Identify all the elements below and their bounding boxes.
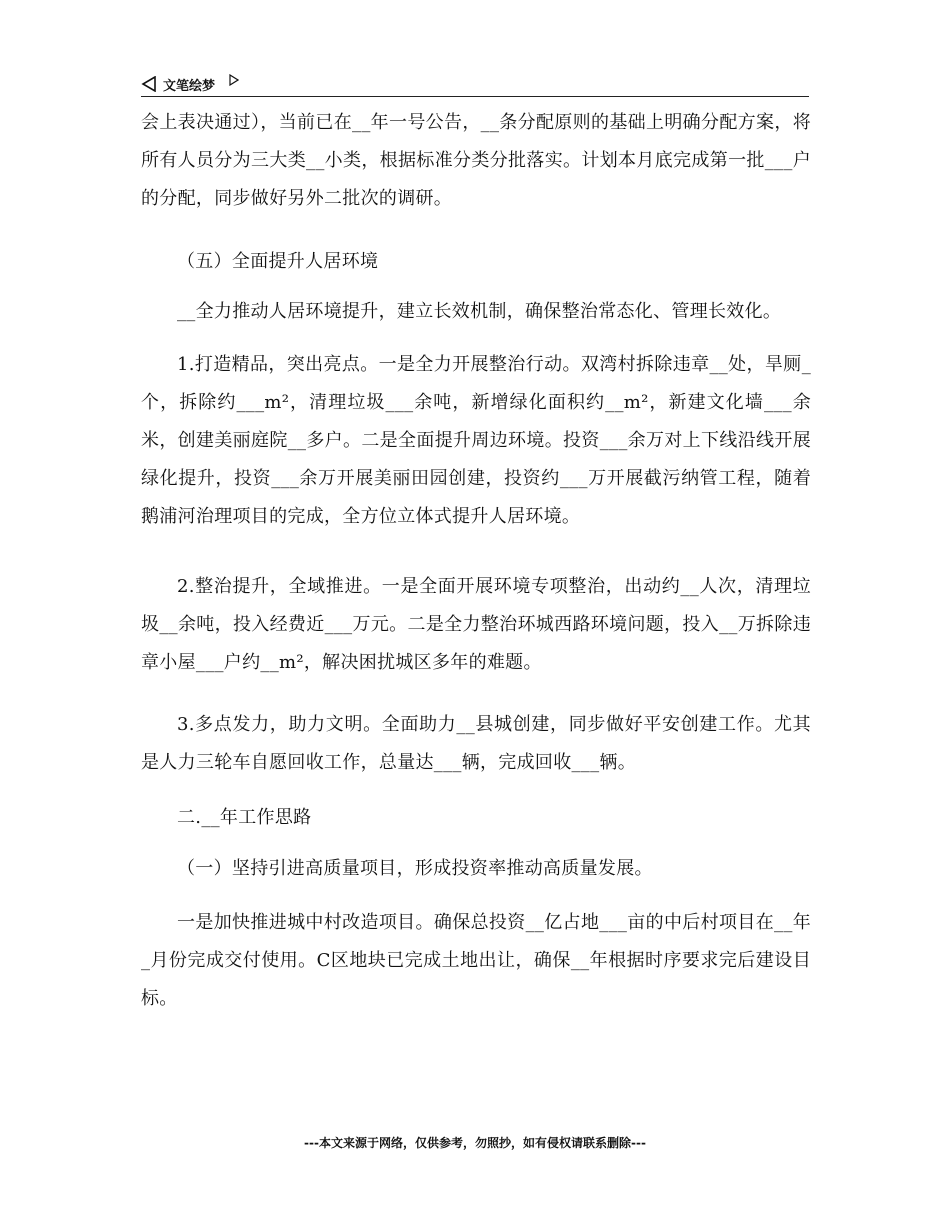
section-heading-work-plan: 二.__年工作思路	[177, 807, 312, 828]
subsection-heading-projects: （一）坚持引进高质量项目，形成投资率推动高质量发展。	[177, 858, 653, 879]
paragraph-item-2: 2.整治提升，全域推进。一是全面开展环境专项整治，出动约__人次，清理垃圾__余吨，投入经费近___万元。二是全力整治环城西路环境问题，投入__万拆除违章小屋___户约__m²，解决困扰城区多年的难题。	[141, 576, 811, 673]
page-header	[141, 72, 809, 97]
triangle-left-icon	[141, 76, 157, 92]
section-heading-environment: （五）全面提升人居环境	[177, 251, 379, 272]
paragraph-environment-intro: __全力推动人居环境提升，建立长效机制，确保整治常态化、管理长效化。	[177, 301, 782, 322]
brand-name: 文笔绘梦	[163, 79, 216, 94]
footer-disclaimer: ---本文来源于网络，仅供参考，勿照抄，如有侵权请联系删除---	[304, 1136, 646, 1150]
paragraph-continued: 会上表决通过），当前已在__年一号公告，__条分配原则的基础上明确分配方案，将所有人员分为三大类__小类，根据标准分类分批落实。计划本月底完成第一批___户的分配，同步做好另外二批次的调研。	[141, 112, 811, 209]
paragraph-item-1: 1.打造精品，突出亮点。一是全力开展整治行动。双湾村拆除违章__处，旱厕_个，拆除约___m²，清理垃圾___余吨，新增绿化面积约__m²，新建文化墙___余米，创建美丽庭院__多户。二是全面提升周边环境。投资___余万对上下线沿线开展绿化提升，投资___余万开展美丽田园创建，投资约___万开展截污纳管工程，随着鹅浦河治理项目的完成，全方位立体式提升人居环境。	[141, 354, 811, 527]
triangle-right-icon	[229, 74, 239, 86]
paragraph-village-renovation: 一是加快推进城中村改造项目。确保总投资__亿占地___亩的中后村项目在__年_月份完成交付使用。C区地块已完成土地出让，确保__年根据时序要求完后建设目标。	[141, 912, 811, 1009]
paragraph-item-3: 3.多点发力，助力文明。全面助力__县城创建，同步做好平安创建工作。尤其是人力三轮车自愿回收工作，总量达___辆，完成回收___辆。	[141, 714, 811, 773]
